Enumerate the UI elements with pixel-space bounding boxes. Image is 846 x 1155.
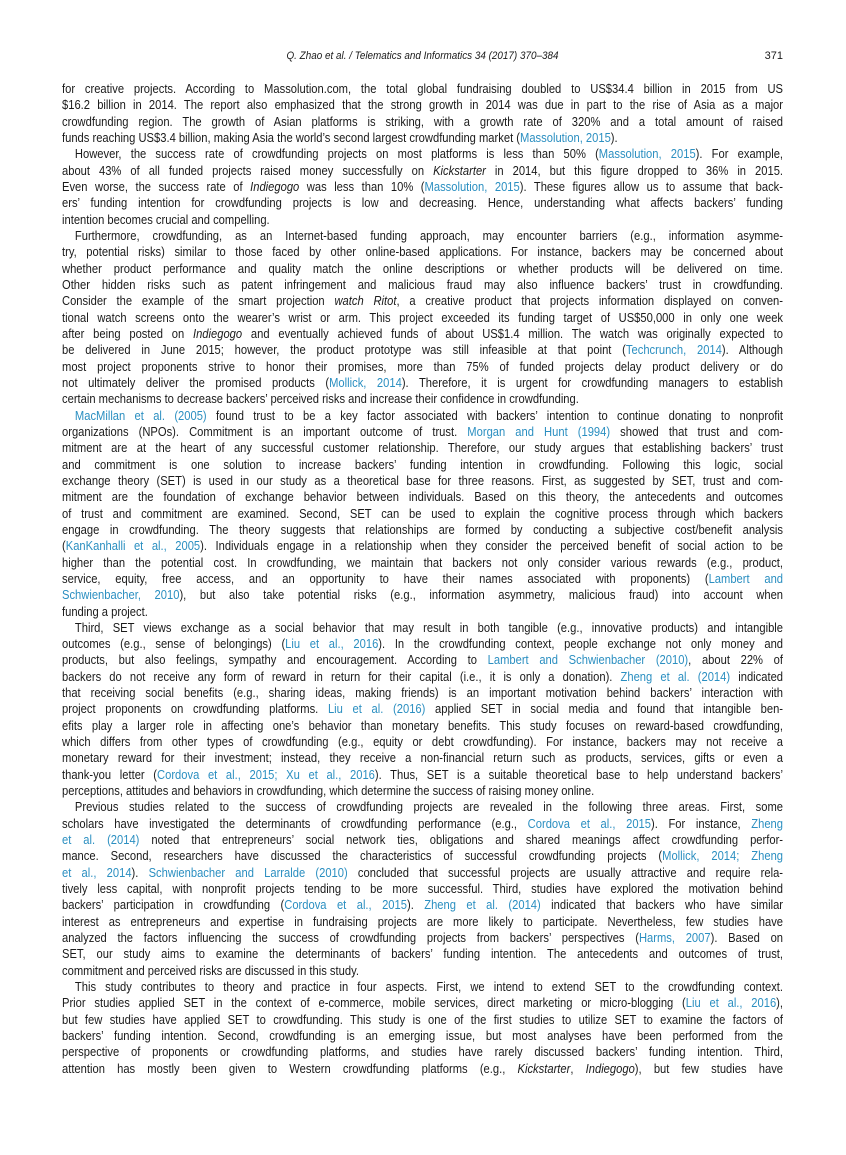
- text-run: showed that trust and com-: [610, 423, 784, 439]
- text-run: outcomes (e.g., sense of belongings) (: [62, 636, 286, 652]
- text-line: [62, 750, 783, 766]
- text-line: [62, 212, 783, 228]
- text-line: [62, 1061, 783, 1077]
- text-run: monetary reward for their investment; instead, they receive a non-financial return such as products, services, gifts or even a: [62, 750, 784, 766]
- text-line: [62, 293, 783, 309]
- text-run: ),: [776, 995, 784, 1011]
- text-run: This study contributes to theory and practice in four aspects. First, we intend to extend SET to the crowdfunding context.: [74, 979, 784, 995]
- citation-link[interactable]: Schwienbacher and Larralde (2010): [148, 864, 348, 880]
- text-run: mitment are the foundation of exchange behavior between individuals. Based on this theory, the antecedents and outcomes: [62, 489, 784, 505]
- text-line: [62, 995, 783, 1011]
- page-number: 371: [764, 50, 783, 62]
- text-run: backers’ participation in crowdfunding (: [62, 897, 285, 913]
- text-run: engage in crowdfunding. The theory suggests that relationships are formed by conducting a subjective cost/benefit analysis: [62, 521, 784, 537]
- text-run: funds reaching US$3.4 billion, making Asia the world’s second largest crowdfunding market (: [62, 129, 521, 145]
- text-run: intention becomes crucial and compelling.: [62, 211, 270, 227]
- text-run: and eventually achieved funds of about US$1.4 million. The watch was originally expected to: [242, 325, 784, 341]
- text-run: ,: [570, 1060, 586, 1076]
- text-run: products, but also feelings, sympathy and encouragement. According to: [62, 652, 488, 668]
- citation-link[interactable]: Morgan and Hunt (1994): [467, 423, 611, 439]
- text-run: project proponents on crowdfunding platforms.: [62, 701, 328, 717]
- text-line: [62, 946, 783, 962]
- text-run: Previous studies related to the success of crowdfunding projects are revealed in the following three areas. First, some: [74, 799, 784, 815]
- italic-text: Kickstarter: [517, 1060, 571, 1076]
- text-line: [62, 669, 783, 685]
- citation-link[interactable]: Liu et al. (2016): [327, 701, 426, 717]
- text-run: $16.2 billion in 2014. The report also emphasized that the strong growth in 2014 was due in part to the rise of Asia as a major: [62, 97, 784, 113]
- text-line: [62, 489, 783, 505]
- text-run: analyzed the factors influencing the success of crowdfunding projects from backers’ perspectives (: [62, 930, 639, 946]
- text-run: that receiving social benefits (e.g., sharing ideas, making friends) is an important motivation behind backers’ interaction with: [62, 685, 784, 701]
- text-run: found trust to be a key factor associated with backers’ intention to continue donating to nonprofit: [206, 407, 784, 423]
- text-run: perspective of proponents or crowdfunding platforms, and studies have rarely discussed backers’ funding intention. Third,: [62, 1044, 784, 1060]
- text-run: tively less capital, with nonprofit projects tending to be more successful. Third, studies have explored the motivation behind: [62, 881, 784, 897]
- text-run: ), but also take potential risks (e.g., information asymmetry, malicious fraud) into account when: [179, 587, 784, 603]
- text-line: [62, 799, 783, 815]
- text-run: crowdfunding region. The growth of Asian platforms is striking, with a growth rate of 320% and a total amount of raised: [62, 113, 784, 129]
- text-run: ). For example,: [695, 146, 784, 162]
- citation-link[interactable]: Massolution, 2015: [598, 146, 696, 162]
- text-run: indicated: [730, 668, 784, 684]
- text-line: [62, 718, 783, 734]
- text-line: [62, 652, 783, 668]
- text-line: [62, 130, 783, 146]
- text-line: [62, 1044, 783, 1060]
- citation-link[interactable]: Massolution, 2015: [520, 129, 611, 145]
- text-line: [62, 620, 783, 636]
- text-run: , about 22% of: [688, 652, 784, 668]
- text-run: Consider the example of the smart projection: [62, 293, 335, 309]
- text-run: of trust and commitment are examined. Second, SET can be used to explain the cognitive process through which backers: [62, 505, 784, 521]
- text-run: which differs from other types of crowdfunding (e.g., equity or debt crowdfunding). For instance, backers may not receive a: [62, 734, 784, 750]
- text-run: scholars have investigated the determinants of crowdfunding performance (e.g.,: [62, 815, 528, 831]
- citation-link[interactable]: Harms, 2007: [638, 930, 711, 946]
- text-line: [62, 571, 783, 587]
- text-line: [62, 865, 783, 881]
- text-run: ). Therefore, it is urgent for crowdfunding managers to establish: [401, 374, 784, 390]
- text-line: [62, 930, 783, 946]
- italic-text: Indiegogo: [585, 1060, 635, 1076]
- text-line: [62, 832, 783, 848]
- citation-link[interactable]: Mollick, 2014; Zheng: [662, 848, 784, 864]
- citation-link[interactable]: Lambert and Schwienbacher (2010): [487, 652, 689, 668]
- text-line: [62, 457, 783, 473]
- paragraph: [62, 146, 783, 228]
- text-run: organizations (NPOs). Commitment is an important outcome of trust.: [62, 423, 468, 439]
- text-line: [62, 195, 783, 211]
- text-line: [62, 473, 783, 489]
- text-run: was less than 10% (: [299, 178, 425, 194]
- text-run: and commitment is one solution to increase backers’ funding intention in crowdfunding. Following this logic, social: [62, 456, 784, 472]
- text-run: funding a project.: [62, 603, 148, 619]
- text-run: Prior studies applied SET in the context of e-commerce, mobile services, direct marketing or micro-blogging (: [62, 995, 686, 1011]
- text-run: (: [62, 538, 66, 554]
- text-run: thank-you letter (: [62, 766, 158, 782]
- text-run: noted that entrepreneurs’ social network ties, obligations and shared meanings affect crowdfunding perfor-: [139, 832, 784, 848]
- text-line: [62, 538, 783, 554]
- text-run: commitment and perceived risks are discussed in this study.: [62, 962, 359, 978]
- italic-text: watch Ritot: [334, 293, 397, 309]
- text-run: Furthermore, crowdfunding, as an Internet-based funding approach, may encounter barriers (e.g., information asymme-: [74, 227, 784, 243]
- citation-link[interactable]: Techcrunch, 2014: [625, 342, 722, 358]
- paragraph: [62, 228, 783, 408]
- text-run: ). Individuals engage in a relationship when they consider the perceived benefit of social action to be: [200, 538, 784, 554]
- citation-link[interactable]: et al. (2014): [62, 832, 140, 848]
- citation-link[interactable]: Cordova et al., 2015: [284, 897, 407, 913]
- text-run: ). Thus, SET is a suitable theoretical base to help understand backers’: [374, 766, 784, 782]
- text-run: perceptions, attitudes and behaviors in crowdfunding, which determine the success of raising money online.: [62, 783, 595, 799]
- text-run: ers’ funding intention for crowdfunding projects is low and decreasing. Hence, understanding what affects backers’ funding: [62, 195, 784, 211]
- text-line: [62, 440, 783, 456]
- text-run: ).: [610, 129, 618, 145]
- text-line: [62, 424, 783, 440]
- text-line: [62, 342, 783, 358]
- text-run: try, potential risks) similar to those faced by other online-based applications. For instance, backers may be concerned about: [62, 244, 784, 260]
- text-run: , a creative product that projects information displayed on conven-: [396, 293, 784, 309]
- text-line: [62, 587, 783, 603]
- citation-link[interactable]: Cordova et al., 2015; Xu et al., 2016: [157, 766, 375, 782]
- text-line: [62, 685, 783, 701]
- text-run: ). Although: [721, 342, 784, 358]
- text-line: [62, 963, 783, 979]
- paragraph: [62, 799, 783, 979]
- text-line: [62, 228, 783, 244]
- text-run: Other hidden risks such as patent infringement and malicious fraud may also influence backers’ trust in crowdfunding.: [62, 276, 784, 292]
- text-run: certain mechanisms to decrease backers’ perceived risks and increase their confidence in crowdfunding.: [62, 391, 579, 407]
- text-run: most project proponents strive to honor their promises, more than 75% of funded projects delay product delivery or do: [62, 358, 784, 374]
- italic-text: Indiegogo: [250, 178, 300, 194]
- text-run: backers’ funding intention. Second, crowdfunding is an emerging issue, but most analyses have been performed from the: [62, 1028, 784, 1044]
- text-run: ). In the crowdfunding context, people exchange not only money and: [378, 636, 784, 652]
- article-body: [62, 81, 783, 1077]
- text-line: [62, 848, 783, 864]
- citation-link[interactable]: Schwienbacher, 2010: [62, 587, 180, 603]
- text-line: [62, 979, 783, 995]
- text-run: not ultimately deliver the promised products (: [62, 374, 330, 390]
- text-line: [62, 391, 783, 407]
- text-line: [62, 408, 783, 424]
- citation-link[interactable]: Liu et al., 2016: [685, 995, 777, 1011]
- citation-link[interactable]: Cordova et al., 2015: [527, 815, 651, 831]
- text-run: exchange theory (SET) is used in our study as a theoretical base for three reasons. First, as suggested by SET, trust and com-: [62, 472, 784, 488]
- text-run: about 43% of all funded projects raised money successfully on: [62, 162, 434, 178]
- text-line: [62, 163, 783, 179]
- text-line: [62, 734, 783, 750]
- citation-link[interactable]: Zheng: [751, 815, 784, 831]
- text-run: mitment are at the heart of any successful customer relationship. Therefore, our study argues that establishing backers’ trust: [62, 440, 784, 456]
- text-line: [62, 146, 783, 162]
- text-run: for creative projects. According to Massolution.com, the total global fundraising doubled to US$34.4 billion in 2015 from US: [62, 81, 784, 96]
- citation-link[interactable]: KanKanhalli et al., 2005: [65, 538, 201, 554]
- text-run: but few studies have applied SET to crowdfunding. This study is one of the first studies to utilize SET to examine the factors of: [62, 1011, 784, 1027]
- text-run: in 2014, but this figure dropped to 36% in 2015.: [485, 162, 784, 178]
- text-line: [62, 555, 783, 571]
- citation-link[interactable]: MacMillan et al. (2005): [74, 407, 207, 423]
- text-line: [62, 701, 783, 717]
- text-run: interest as entrepreneurs and expertise in fundraising projects are more likely to participate. Nevertheless, few studies have: [62, 913, 784, 929]
- text-run: ). Based on: [710, 930, 784, 946]
- text-run: tional watch screens onto the wearer’s wrist or arm. This project exceeded its funding target of US$50,000 in only one week: [62, 309, 784, 325]
- text-run: whether product performance and quality match the online descriptions or whether products will be delivered on time.: [62, 260, 784, 276]
- citation-link[interactable]: Massolution, 2015: [424, 178, 520, 194]
- text-run: applied SET in social media and found that intangible ben-: [425, 701, 784, 717]
- paragraph: [62, 620, 783, 800]
- text-line: [62, 97, 783, 113]
- text-line: [62, 816, 783, 832]
- text-line: [62, 277, 783, 293]
- citation-link[interactable]: Lambert and: [708, 570, 784, 586]
- citation-link[interactable]: et al., 2014: [62, 864, 132, 880]
- text-line: [62, 914, 783, 930]
- text-line: [62, 604, 783, 620]
- journal-citation: Q. Zhao et al. / Telematics and Informatics 34 (2017) 370–384: [286, 50, 559, 62]
- text-run: indicated that backers who have similar: [540, 897, 784, 913]
- text-run: higher than the potential cost. In crowdfunding, we maintain that backers not only consider various rewards (e.g., product,: [62, 554, 784, 570]
- text-run: mance. Second, researchers have discussed the characteristics of successful crowdfunding projects (: [62, 848, 663, 864]
- paragraph: [62, 979, 783, 1077]
- text-line: [62, 114, 783, 130]
- text-line: [62, 522, 783, 538]
- text-line: [62, 375, 783, 391]
- text-run: concluded that successful projects are usually attractive and require rela-: [347, 864, 784, 880]
- text-line: [62, 506, 783, 522]
- text-run: ).: [131, 864, 149, 880]
- paragraph: [62, 408, 783, 620]
- text-run: efits play a larger role in affecting one’s behavior than monetary benefits. This study focuses on reward-based crowdfunding,: [62, 717, 784, 733]
- paragraph: [62, 81, 783, 146]
- text-run: Third, SET views exchange as a social behavior that may result in both tangible (e.g., innovative products) and intangible: [74, 619, 784, 635]
- text-line: [62, 326, 783, 342]
- citation-link[interactable]: Liu et al., 2016: [285, 636, 379, 652]
- text-run: service, equity, free access, and an opportunity to have their names associated with proponents) (: [62, 570, 709, 586]
- text-line: [62, 636, 783, 652]
- text-run: However, the success rate of crowdfunding projects on most platforms is less than 50% (: [74, 146, 599, 162]
- text-run: SET, our study aims to examine the determinants of backers’ funding intention. The antecedents and outcomes of trust,: [62, 946, 784, 962]
- text-line: [62, 1028, 783, 1044]
- text-line: [62, 767, 783, 783]
- text-line: [62, 783, 783, 799]
- text-run: ).: [406, 897, 425, 913]
- citation-link[interactable]: Zheng et al. (2014): [424, 897, 541, 913]
- text-run: after being posted on: [62, 325, 193, 341]
- text-line: [62, 881, 783, 897]
- text-line: [62, 244, 783, 260]
- text-run: ). These figures allow us to assume that back-: [519, 178, 784, 194]
- text-line: [62, 359, 783, 375]
- italic-text: Kickstarter: [433, 162, 486, 178]
- running-head: [62, 50, 783, 64]
- italic-text: Indiegogo: [192, 325, 243, 341]
- text-run: ). For instance,: [650, 815, 752, 831]
- text-line: [62, 261, 783, 277]
- citation-link[interactable]: Zheng et al. (2014): [620, 668, 731, 684]
- text-line: [62, 310, 783, 326]
- text-run: ), but few studies have: [634, 1060, 784, 1076]
- text-line: [62, 1012, 783, 1028]
- text-run: backers do not receive any form of reward in return for their capital (i.e., it is only a donation).: [62, 668, 621, 684]
- text-line: [62, 897, 783, 913]
- text-line: [62, 179, 783, 195]
- text-line: [62, 81, 783, 97]
- text-run: be delivered in June 2015; however, the product prototype was still infeasible at that point (: [62, 342, 626, 358]
- text-run: Even worse, the success rate of: [62, 178, 251, 194]
- text-run: attention has mostly been given to Western crowdfunding platforms (e.g.,: [62, 1060, 518, 1076]
- citation-link[interactable]: Mollick, 2014: [329, 374, 402, 390]
